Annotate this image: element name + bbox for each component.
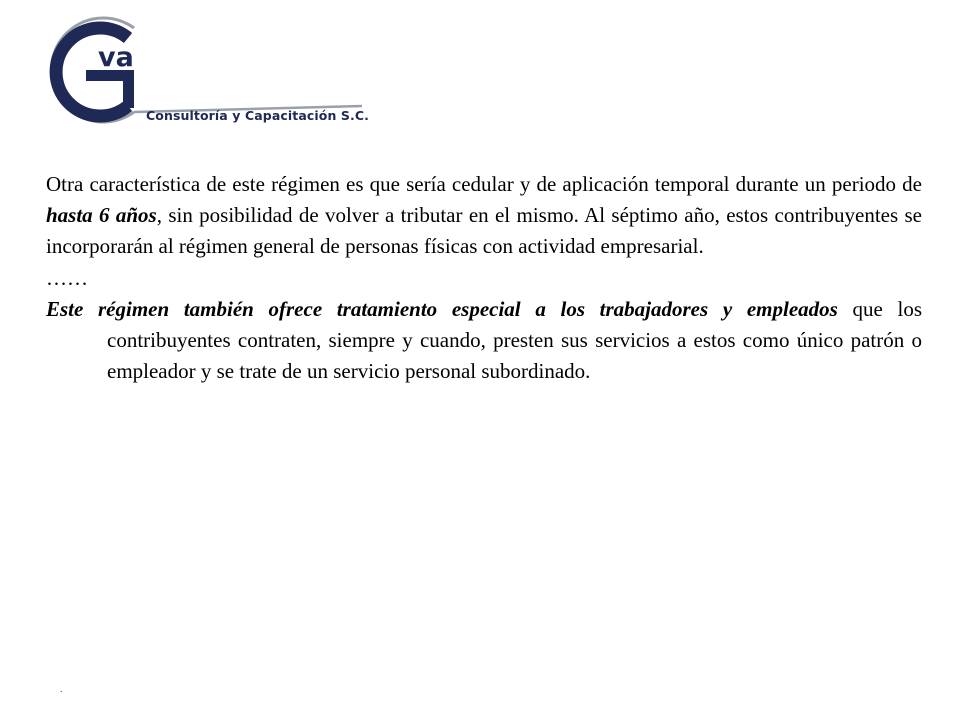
ellipsis: …… bbox=[46, 265, 88, 290]
footer-mark: . bbox=[60, 684, 63, 695]
paragraph-1-part1: Otra característica de este régimen es que sería cedular y de aplicación temporal durante un periodo de bbox=[46, 172, 922, 196]
paragraph-1 bbox=[46, 169, 922, 263]
main-text bbox=[46, 169, 922, 387]
logo-company-name: Consultoría y Capacitación S.C. bbox=[146, 108, 369, 123]
paragraph-2 bbox=[46, 294, 922, 388]
paragraph-1-emphasis: hasta 6 años bbox=[46, 203, 157, 228]
paragraph-1-part2: , sin posibilidad de volver a tributar en el mismo. Al séptimo año, estos contribuyentes se incorporarán al régimen general de personas físicas con actividad empresarial. bbox=[46, 203, 923, 259]
paragraph-2-emphasis: Este régimen también ofrece tratamiento especial a los trabajadores y empleados bbox=[46, 296, 838, 321]
company-logo bbox=[22, 14, 372, 134]
logo-monogram: va bbox=[98, 42, 134, 73]
paragraph-2-part2: que los contribuyentes contraten, siempre y cuando, presten sus servicios a estos como único patrón o empleador y se trate de un servicio personal subordinado. bbox=[107, 296, 923, 384]
